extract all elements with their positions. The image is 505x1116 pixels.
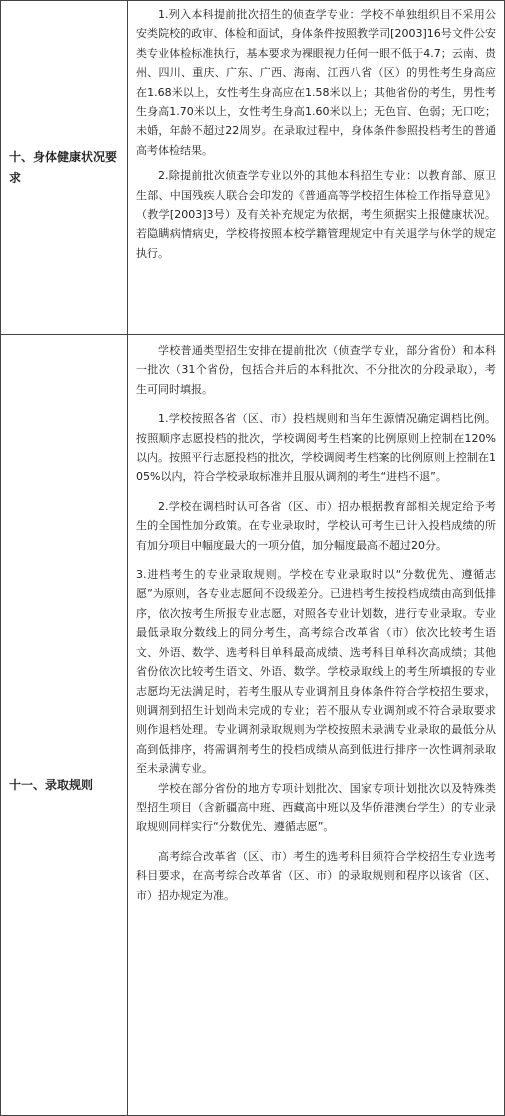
paragraph: 2.学校在调档时认可各省（区、市）招办根据教育部相关规定给予考生的全国性加分政策。在专业录取时，学校认可考生已计入投档成绩的所有加分项目中幅度最大的一项分值，加分幅度最高不超过20分。 bbox=[136, 499, 496, 552]
paragraph: 2.除提前批次侦查学专业以外的其他本科招生专业：以教育部、原卫生部、中国残疾人联合会印发的《普通高等学校招生体检工作指导意见》（教学[2003]3号）及有关补充规定为依据，考生须据实上报健康状况。若隐瞒病情病史，学校将按照本校学籍管理规定中有关退学与休学的规定执行。 bbox=[136, 169, 496, 260]
section-content bbox=[128, 1, 505, 335]
paragraph: 高考综合改革省（区、市）考生的选考科目须符合学校招生专业选考科目要求，在高考综合改革省（区、市）的录取规则和程序以该省（区、市）招办规定为准。 bbox=[136, 849, 496, 902]
paragraph: 1.列入本科提前批次招生的侦查学专业：学校不单独组织目不采用公安类院校的政审、体检和面试，身体条件按照教学司[2003]16号文件公安类专业体检标准执行，基本要求为裸眼视力任何一眼不低于4.7；云南、贵州、四川、重庆、广东、广西、海南、江西八省（区）的男性考生身高应在1.68米以上，女性考生身高应在1.58米以上；其他省份的考生，男性考生身高1.70米以上，女性考生身高1.60米以上；无色盲、色弱；无口吃；未婚，年龄不超过22周岁。在录取过程中，身体条件参照投档考生的普通高考体检结果。 bbox=[136, 8, 496, 157]
section-title: 十、身体健康状况要求 bbox=[1, 1, 128, 335]
paragraph: 学校在部分省份的地方专项计划批次、国家专项计划批次以及特殊类型招生项目（含新疆高中班、西藏高中班以及华侨港澳台学生）的专业录取规则同样实行“分数优先、遵循志愿”。 bbox=[136, 781, 496, 834]
section-title: 十一、录取规则 bbox=[1, 335, 128, 1116]
table-row bbox=[1, 1, 505, 335]
section-content bbox=[128, 335, 505, 1116]
table-row bbox=[1, 335, 505, 1116]
paragraph: 3.进档考生的专业录取规则。学校在专业录取时以“分数优先、遵循志愿”为原则，各专业志愿间不设级差分。已进档考生按投档成绩由高到低排序，依次按考生所报专业志愿，对照各专业计划数，进行专业录取。专业最低录取分数线上的同分考生，高考综合改革省（市）依次比较考生语文、外语、数学、选考科目单科最高成绩、选考科目单科次高成绩；其他省份依次比较考生语文、外语、数学。学校录取线上的考生所填报的专业志愿均无法满足时，若考生服从专业调剂且身体条件符合学校招生要求，则调剂到招生计划尚未完成的专业；若不服从专业调剂或不符合录取要求则作退档处理。专业调剂录取规则为学校按照未录满专业录取的最低分从高到低排序，将需调剂考生的投档成绩从高到低进行排序一次性调剂录取至未录满专业。 bbox=[136, 568, 496, 776]
paragraph: 学校普通类型招生安排在提前批次（侦查学专业，部分省份）和本科一批次（31个省份，包括合并后的本科批次、不分批次的分段录取），考生可同时填报。 bbox=[136, 344, 496, 396]
paragraph: 1.学校按照各省（区、市）投档规则和当年生源情况确定调档比例。按照顺序志愿投档的批次，学校调阅考生档案的比例原则上控制在120%以内。按照平行志愿投档的批次，学校调阅考生档案的比例原则上控制在105%以内，符合学校录取标准并且服从调剂的考生“进档不退”。 bbox=[136, 412, 496, 484]
